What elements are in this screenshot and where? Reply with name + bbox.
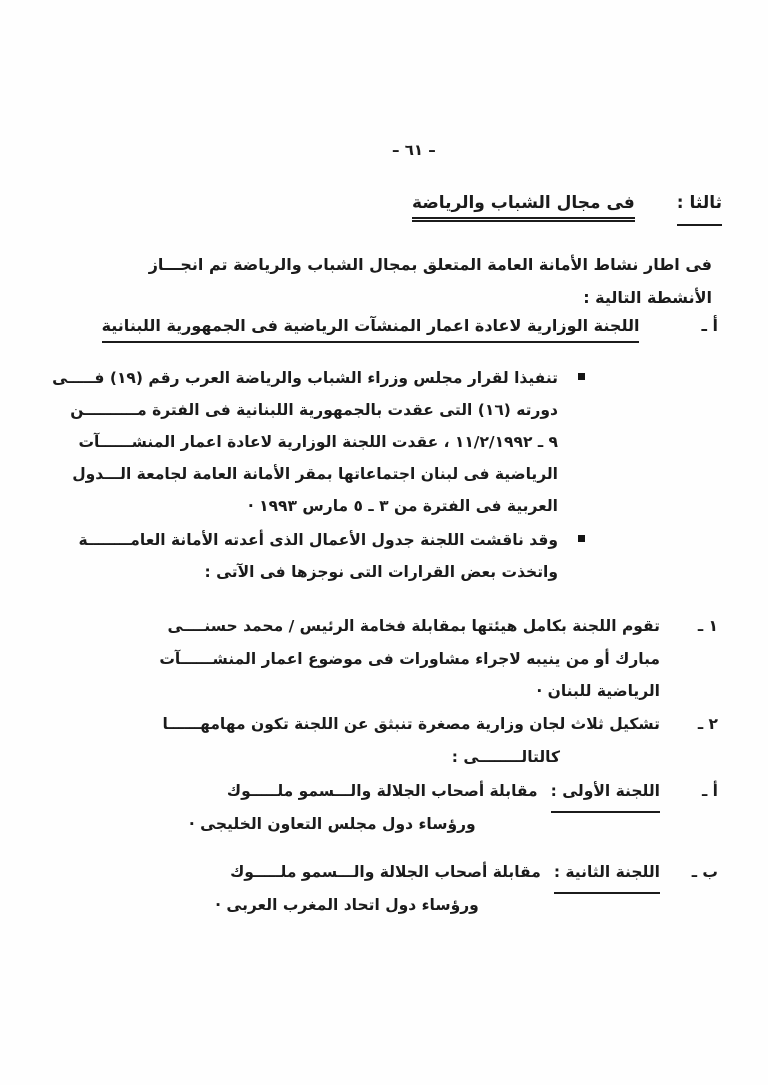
subsection-a-title: اللجنة الوزارية لاعادة اعمار المنشآت الرياضية فى الجمهورية اللبنانية xyxy=(102,316,640,343)
text-line: ورؤساء دول اتحاد المغرب العربى · xyxy=(215,896,479,914)
numbered-item-1 xyxy=(126,610,718,708)
square-bullet-icon xyxy=(578,373,585,380)
intro-paragraph xyxy=(56,248,712,314)
text-line: كالتالــــــــى : xyxy=(451,747,560,766)
text-line: العربية فى الفترة من ٣ ـ ٥ مارس ١٩٩٣ · xyxy=(247,497,558,515)
bullet-paragraph xyxy=(52,362,558,522)
text-line: وقد ناقشت اللجنة جدول الأعمال الذى أعدته الأمانة العامــــــــة xyxy=(78,531,558,549)
square-bullet-icon xyxy=(578,535,585,542)
text-line: ورؤساء دول مجلس التعاون الخليجى · xyxy=(188,815,476,833)
text-line: تشكيل ثلاث لجان وزارية مصغرة تنبثق عن اللجنة تكون مهامهــــــا xyxy=(162,715,660,733)
text-line: ٩ ـ ١١/٢/١٩٩٢ ، عقدت اللجنة الوزارية لاعادة اعمار المنشــــــآت xyxy=(78,433,558,451)
committee-label: اللجنة الأولى : xyxy=(551,775,660,813)
subitem-marker: أ ـ xyxy=(701,782,718,800)
text-line: فى اطار نشاط الأمانة العامة المتعلق بمجال الشباب والرياضة تم انجـــاز xyxy=(148,255,712,274)
text-line: واتخذت بعض القرارات التى نوجزها فى الآتى : xyxy=(204,563,558,581)
text-line: الرياضية للبنان · xyxy=(536,682,660,700)
committee-label: اللجنة الثانية : xyxy=(554,856,660,894)
item-number: ٢ ـ xyxy=(697,715,718,733)
item-body xyxy=(126,610,660,708)
heading-title: فى مجال الشباب والرياضة xyxy=(412,193,635,222)
committee-subitem-b xyxy=(215,856,718,922)
subsection-a-heading xyxy=(102,316,718,343)
committee-subitem-a xyxy=(189,775,718,841)
subitem-body xyxy=(215,856,541,922)
heading-marker: ثالثا : xyxy=(677,193,722,226)
text-line: تنفيذا لقرار مجلس وزراء الشباب والرياضة العرب رقم (١٩) فـــــى xyxy=(52,369,558,387)
numbered-item-2 xyxy=(126,708,718,773)
item-number: ١ ـ xyxy=(697,617,718,635)
bullet-paragraph xyxy=(78,524,558,588)
text-line: الرياضية فى لبنان اجتماعاتها بمقر الأمانة العامة لجامعة الـــدول xyxy=(72,465,558,483)
subitem-body xyxy=(189,775,538,841)
text-line: مقابلة أصحاب الجلالة والـــسمو ملـــــوك xyxy=(226,782,538,800)
text-line: دورته (١٦) التى عقدت بالجمهورية اللبنانية فى الفترة مــــــــــن xyxy=(70,401,558,419)
page-number: – ٦١ – xyxy=(392,141,436,159)
item-body xyxy=(126,708,660,773)
text-line: الأنشطة التالية : xyxy=(583,288,712,307)
subsection-a-marker: أ ـ xyxy=(701,316,718,335)
section-heading xyxy=(412,193,722,226)
text-line: مبارك أو من ينيبه لاجراء مشاورات فى موضوع اعمار المنشــــــآت xyxy=(159,649,660,668)
text-line: مقابلة أصحاب الجلالة والـــسمو ملـــــوك xyxy=(230,863,541,881)
subitem-marker: ب ـ xyxy=(691,863,718,881)
text-line: تقوم اللجنة بكامل هيئتها بمقابلة فخامة الرئيس / محمد حسنــــى xyxy=(167,617,660,635)
